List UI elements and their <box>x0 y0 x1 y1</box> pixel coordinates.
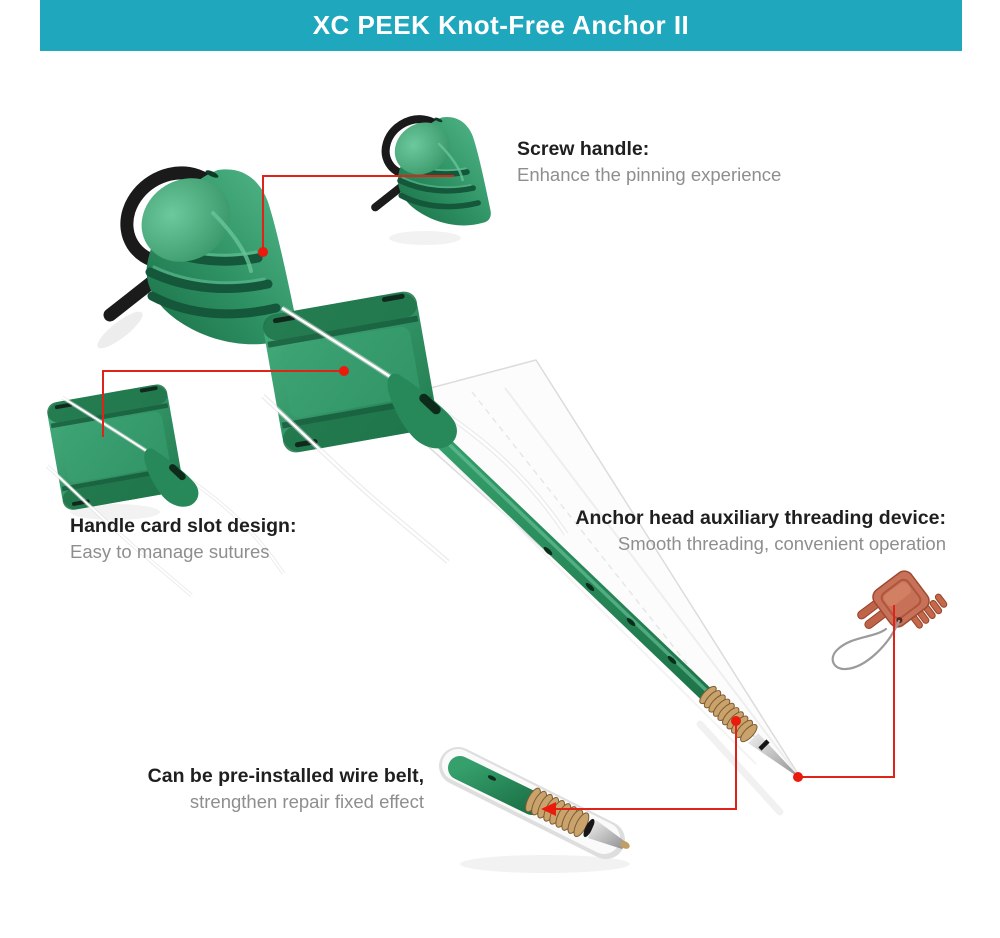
callout-card-slot <box>70 514 296 564</box>
callout-threading-device <box>575 506 946 556</box>
callout-subtitle: Enhance the pinning experience <box>517 164 782 185</box>
wire-loop <box>833 621 899 669</box>
callout-line-threading-device <box>801 605 894 777</box>
callout-title: Screw handle: <box>517 138 650 160</box>
callout-wire-belt <box>148 764 424 814</box>
callout-title: Anchor head auxiliary threading device: <box>575 507 946 529</box>
callout-dot-wire-belt <box>731 716 741 726</box>
callout-dot-card-slot <box>339 366 349 376</box>
callout-title: Can be pre-installed wire belt, <box>147 765 424 787</box>
threading-device <box>833 561 950 669</box>
screw-handle-inset <box>375 108 491 225</box>
callout-title: Handle card slot design: <box>70 515 297 537</box>
callout-subtitle: strengthen repair fixed effect <box>189 791 424 812</box>
shadow <box>389 231 461 245</box>
page-title: XC PEEK Knot-Free Anchor II <box>312 10 690 40</box>
callout-screw-handle <box>517 137 781 187</box>
callout-dot-threading-device <box>793 772 803 782</box>
callout-subtitle: Smooth threading, convenient operation <box>617 533 946 554</box>
callout-subtitle: Easy to manage sutures <box>70 541 270 562</box>
callout-dot-screw-handle <box>258 247 268 257</box>
